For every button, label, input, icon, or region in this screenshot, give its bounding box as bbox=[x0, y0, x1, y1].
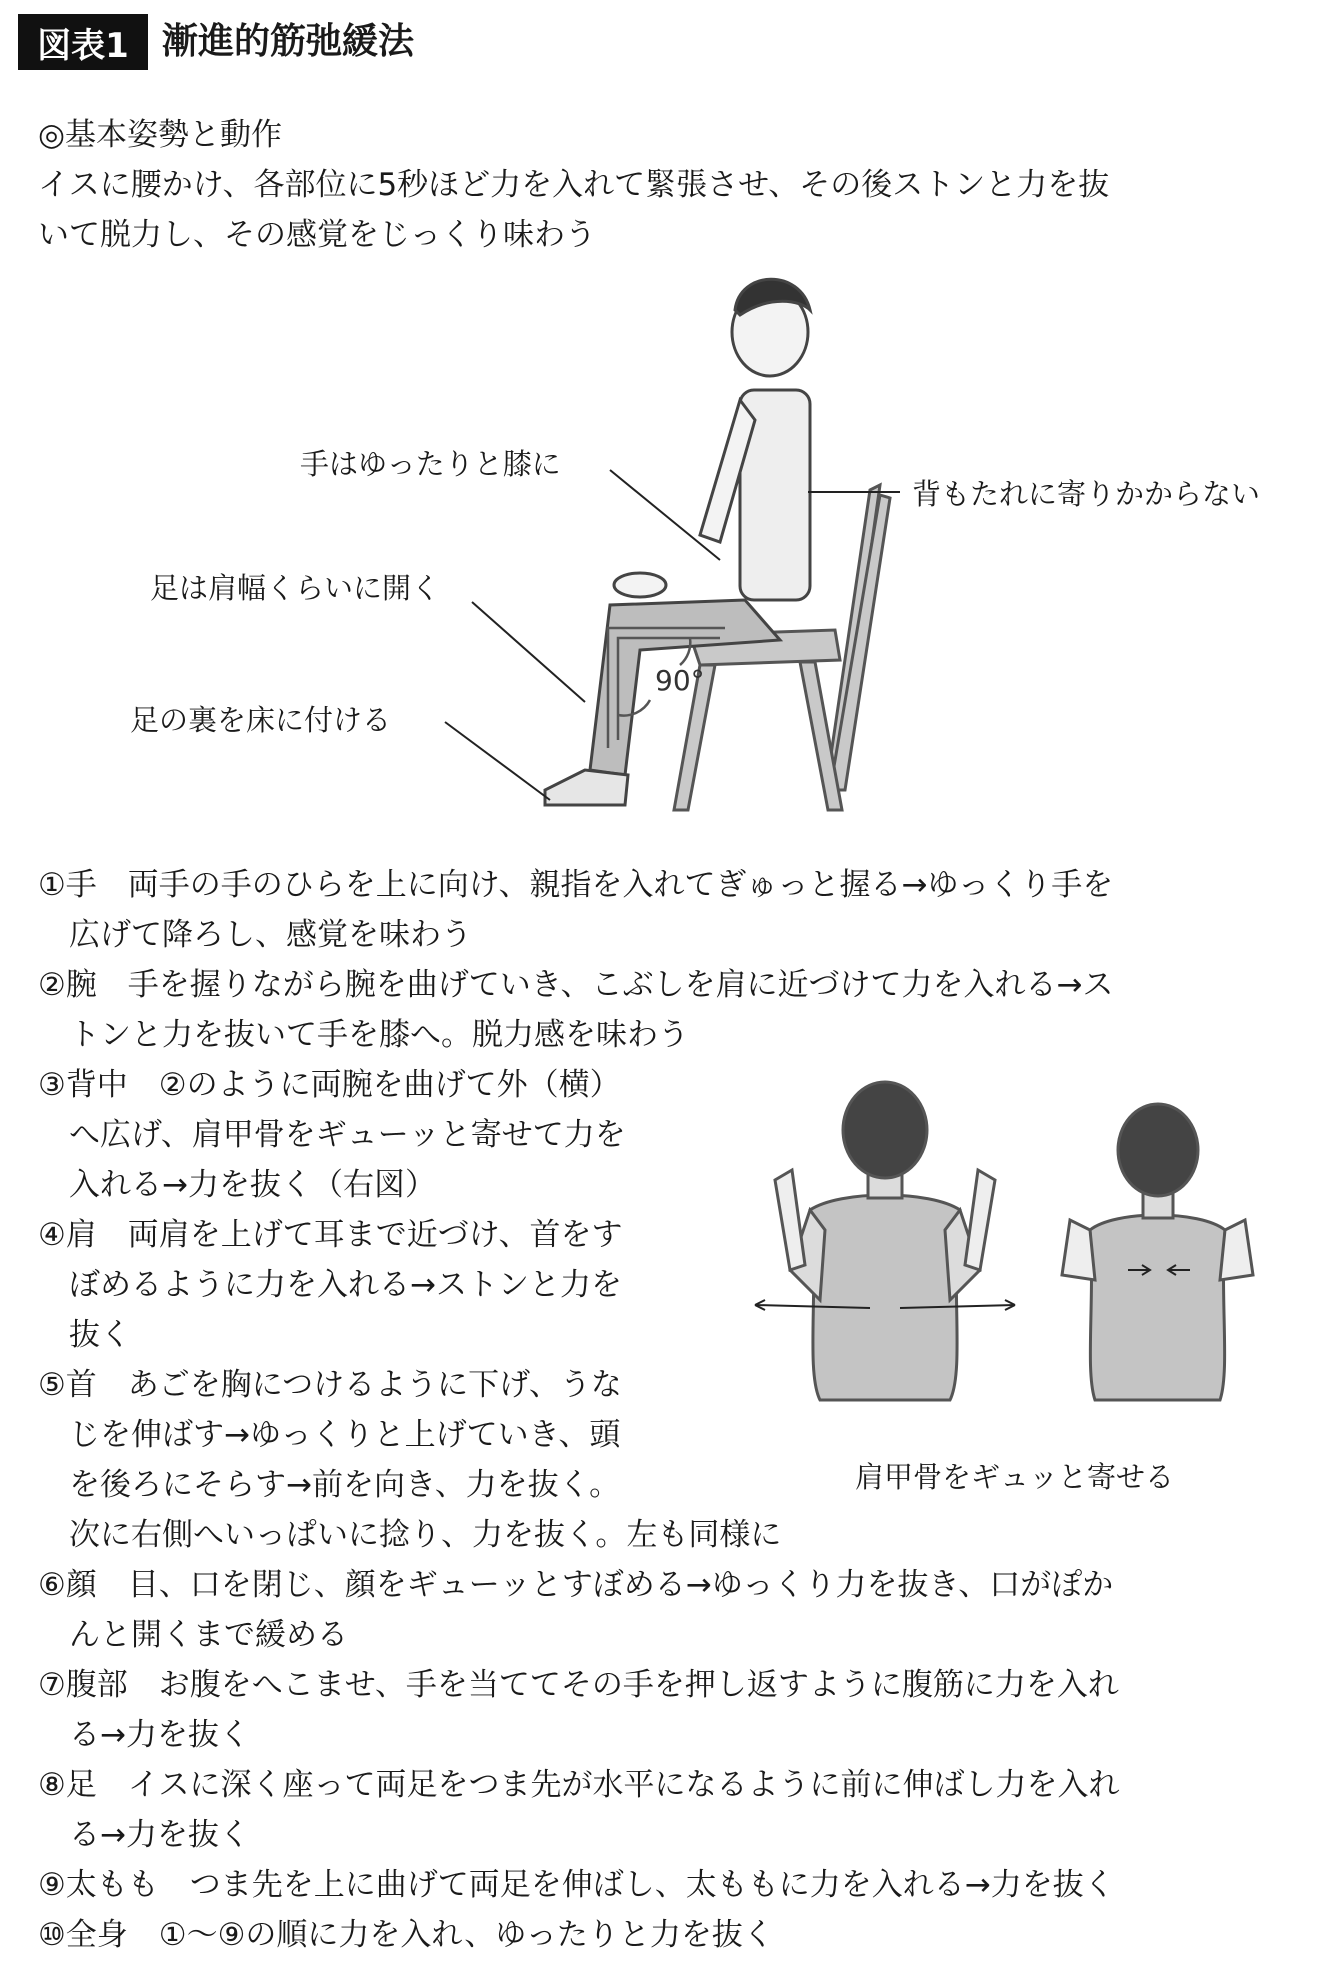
seated-posture-illustration bbox=[0, 270, 1340, 830]
step-line: 広げて降ろし、感覚を味わう bbox=[38, 917, 472, 953]
step-line: ぼめるように力を入れる→ストンと力を bbox=[38, 1267, 622, 1303]
seated-person-illustration bbox=[545, 279, 810, 805]
angle-label: 90° bbox=[655, 664, 705, 697]
step-line: へ広げ、肩甲骨をギューッと寄せて力を bbox=[38, 1117, 626, 1153]
step-line: じを伸ばす→ゆっくりと上げていき、頭 bbox=[38, 1417, 621, 1453]
step-line: る→力を抜く bbox=[38, 1717, 250, 1753]
figure-caption-shoulder-blades: 肩甲骨をギュッと寄せる bbox=[855, 1460, 1175, 1494]
intro-section bbox=[38, 110, 1318, 260]
step-line: ⑥顔 目、口を閉じ、顔をギューッとすぼめる→ゆっくり力を抜き、口がぽか bbox=[38, 1567, 1114, 1603]
step-line: ⑧足 イスに深く座って両足をつま先が水平になるように前に伸ばし力を入れ bbox=[38, 1767, 1120, 1803]
step-line: る→力を抜く bbox=[38, 1817, 250, 1853]
step-line: を後ろにそらす→前を向き、力を抜く。 bbox=[38, 1467, 621, 1503]
intro-line-1: イスに腰かけ、各部位に5秒ほど力を入れて緊張させ、その後ストンと力を抜 bbox=[38, 167, 1110, 203]
page-title: 漸進的筋弛緩法 bbox=[162, 21, 415, 62]
step-line: ③背中 ②のように両腕を曲げて外（横） bbox=[38, 1067, 621, 1103]
intro-heading: ◎基本姿勢と動作 bbox=[38, 117, 283, 153]
step-line: 次に右側へいっぱいに捻り、力を抜く。左も同様に bbox=[38, 1517, 782, 1553]
step-line: 入れる→力を抜く（右図） bbox=[38, 1167, 436, 1203]
step-line: ①手 両手の手のひらを上に向け、親指を入れてぎゅっと握る→ゆっくり手を bbox=[38, 867, 1114, 903]
step-line: ⑦腹部 お腹をへこませ、手を当ててその手を押し返すように腹筋に力を入れ bbox=[38, 1667, 1119, 1703]
label-feet-shoulder-width: 足は肩幅くらいに開く bbox=[150, 571, 441, 605]
label-soles-on-floor: 足の裏を床に付ける bbox=[130, 703, 392, 737]
step-line: ⑤首 あごを胸につけるように下げ、うな bbox=[38, 1367, 622, 1403]
step-line: ②腕 手を握りながら腕を曲げていき、こぶしを肩に近づけて力を入れる→ス bbox=[38, 967, 1114, 1003]
step-line: ⑨太もも つま先を上に曲げて両足を伸ばし、太ももに力を入れる→力を抜く bbox=[38, 1867, 1115, 1903]
label-hands-on-knees: 手はゆったりと膝に bbox=[300, 447, 561, 481]
step-line: んと開くまで緩める bbox=[38, 1617, 348, 1653]
figure-number-badge: 図表1 bbox=[18, 14, 148, 70]
step-line: ④肩 両肩を上げて耳まで近づけ、首をす bbox=[38, 1217, 623, 1253]
intro-line-2: いて脱力し、その感覚をじっくり味わう bbox=[38, 217, 596, 253]
step-line: ⑩全身 ①〜⑨の順に力を入れ、ゆったりと力を抜く bbox=[38, 1917, 774, 1953]
step-line: トンと力を抜いて手を膝へ。脱力感を味わう bbox=[38, 1017, 689, 1053]
shoulder-blade-squeeze-illustration bbox=[750, 1070, 1310, 1440]
label-do-not-lean-back: 背もたれに寄りかからない bbox=[912, 477, 1261, 511]
back-view-figure-arms-out bbox=[775, 1082, 995, 1400]
step-line: 抜く bbox=[38, 1317, 131, 1353]
back-view-figure-arms-bent bbox=[1062, 1104, 1253, 1400]
